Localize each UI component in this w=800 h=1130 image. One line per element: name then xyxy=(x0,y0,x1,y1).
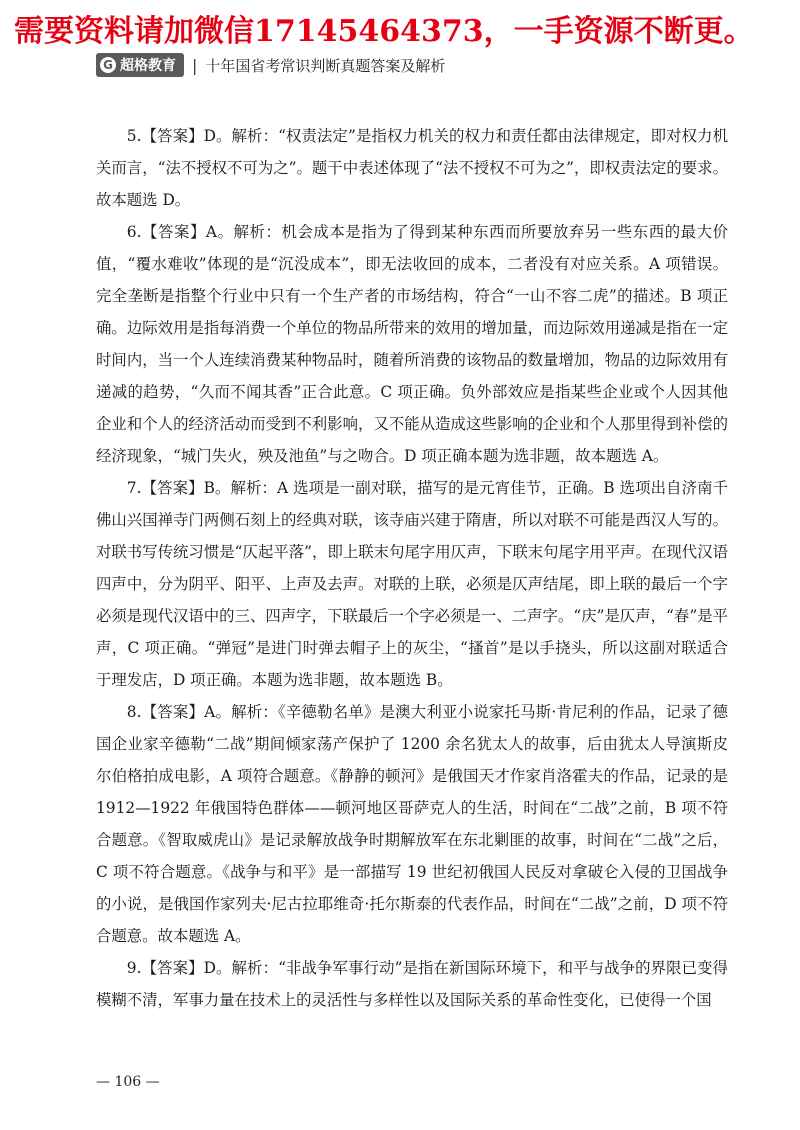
page-header xyxy=(96,52,445,78)
answer-paragraph-5: 5.【答案】D。解析：“权责法定”是指权力机关的权力和责任都由法律规定，即对权力机关而言，“法不授权不可为之”。题干中表述体现了“法不授权不可为之”，即权责法定的要求。故本题选 D。 xyxy=(96,127,728,209)
page-number: — 106 — xyxy=(96,1074,160,1090)
publisher-logo xyxy=(96,53,184,77)
logo-g-icon: G xyxy=(100,57,116,73)
book-title: 十年国省考常识判断真题答案及解析 xyxy=(205,56,446,75)
wechat-banner: 需要资料请加微信17145464373，一手资源不断更。 xyxy=(14,14,754,49)
answer-paragraph-8: 8.【答案】A。解析：《辛德勒名单》是澳大利亚小说家托马斯·肯尼利的作品，记录了德国企业家辛德勒“二战”期间倾家荡产保护了 1200 余名犹太人的故事，后由犹太人导演斯皮尔伯格拍成电影，A 项符合题意。《静静的顿河》是俄国天才作家肖洛霍夫的作品，记录的是 1912—1922 年俄国特色群体——顿河地区哥萨克人的生活，时间在“二战”之前，B 项不符合题意。《智取威虎山》是记录解放战争时期解放军在东北剿匪的故事，时间在“二战”之后，C 项不符合题意。《战争与和平》是一部描写 19 世纪初俄国人民反对拿破仑入侵的卫国战争的小说，是俄国作家列夫·尼古拉耶维奇·托尔斯泰的代表作品，时间在“二战”之前，D 项不符合题意。故本题选 A。 xyxy=(96,703,728,945)
answer-content xyxy=(96,120,728,1016)
answer-paragraph-6: 6.【答案】A。解析：机会成本是指为了得到某种东西而所要放弃另一些东西的最大价值，“覆水难收”体现的是“沉没成本”，即无法收回的成本，二者没有对应关系。A 项错误。完全垄断是指整个行业中只有一个生产者的市场结构，符合“一山不容二虎”的描述。B 项正确。边际效用是指每消费一个单位的物品所带来的效用的增加量，而边际效用递减是指在一定时间内，当一个人连续消费某种物品时，随着所消费的该物品的数量增加，物品的边际效用有递减的趋势，“久而不闻其香”正合此意。C 项正确。负外部效应是指某些企业或个人因其他企业和个人的经济活动而受到不利影响，又不能从造成这些影响的企业和个人那里得到补偿的经济现象，“城门失火，殃及池鱼”与之吻合。D 项正确本题为选非题，故本题选 A。 xyxy=(96,223,728,465)
header-separator: | xyxy=(192,55,198,75)
answer-paragraph-7: 7.【答案】B。解析：A 选项是一副对联，描写的是元宵佳节，正确。B 选项出自济南千佛山兴国禅寺门两侧石刻上的经典对联，该寺庙兴建于隋唐，所以对联不可能是西汉人写的。对联书写传统习惯是“仄起平落”，即上联末句尾字用仄声，下联末句尾字用平声。在现代汉语四声中，分为阴平、阳平、上声及去声。对联的上联，必须是仄声结尾，即上联的最后一个字必须是现代汉语中的三、四声字，下联最后一个字必须是一、二声字。“庆”是仄声，“春”是平声，C 项正确。“弹冠”是进门时弹去帽子上的灰尘，“搔首”是以手挠头，所以这副对联适合于理发店，D 项正确。本题为选非题，故本题选 B。 xyxy=(96,479,728,689)
answer-paragraph-9: 9.【答案】D。解析：“非战争军事行动”是指在新国际环境下，和平与战争的界限已变得模糊不清，军事力量在技术上的灵活性与多样性以及国际关系的革命性变化，已使得一个国 xyxy=(96,959,728,1009)
logo-text: 超格教育 xyxy=(120,58,176,74)
